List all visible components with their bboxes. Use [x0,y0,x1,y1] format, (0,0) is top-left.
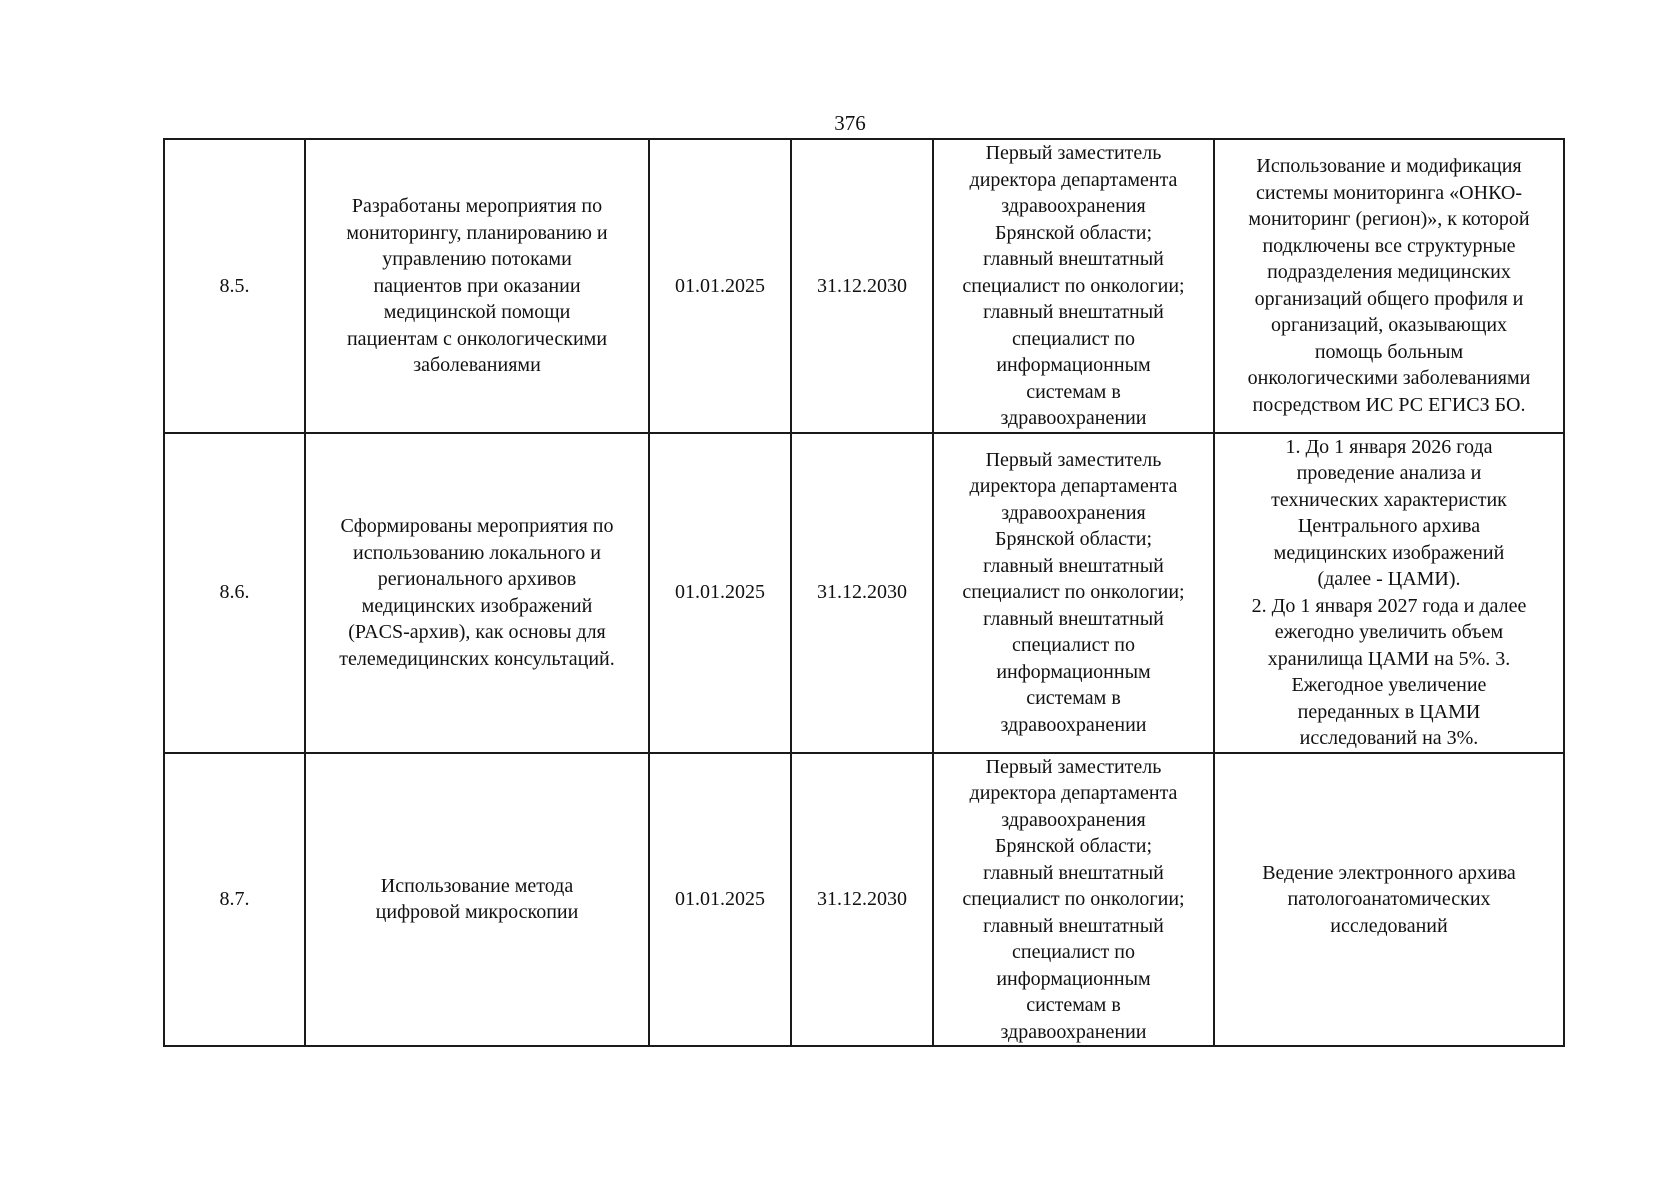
page-number: 376 [834,111,866,135]
row-number-cell: 8.7. [164,753,305,1047]
start-date-cell: 01.01.2025 [649,753,791,1047]
responsible-cell: Первый заместитель директора департамента здравоохранения Брянской области; главный внештатный специалист по онкологии; главный внештатный специалист по информационным системам в здравоохранении [933,139,1214,433]
event-cell: Сформированы мероприятия по использованию локального и регионального архивов медицинских изображений (PACS-архив), как основы для телемедицинских консультаций. [305,433,649,753]
end-date-cell: 31.12.2030 [791,753,933,1047]
end-date-cell: 31.12.2030 [791,139,933,433]
responsible-cell: Первый заместитель директора департамента здравоохранения Брянской области; главный внештатный специалист по онкологии; главный внештатный специалист по информационным системам в здравоохранении [933,433,1214,753]
result-cell: Использование и модификация системы мониторинга «ОНКО- мониторинг (регион)», к которой подключены все структурные подразделения медицинских организаций общего профиля и организаций, оказывающих помощь больным онкологическими заболеваниями посредством ИС РС ЕГИСЗ БО. [1214,139,1564,433]
start-date-cell: 01.01.2025 [649,433,791,753]
end-date-cell: 31.12.2030 [791,433,933,753]
table-row [164,139,1564,433]
row-number-cell: 8.5. [164,139,305,433]
table-row [164,433,1564,753]
row-number-cell: 8.6. [164,433,305,753]
event-cell: Разработаны мероприятия по мониторингу, планированию и управлению потоками пациентов при оказании медицинской помощи пациентам с онкологическими заболеваниями [305,139,649,433]
event-cell: Использование метода цифровой микроскопии [305,753,649,1047]
start-date-cell: 01.01.2025 [649,139,791,433]
result-cell: Ведение электронного архива патологоанатомических исследований [1214,753,1564,1047]
responsible-cell: Первый заместитель директора департамента здравоохранения Брянской области; главный внештатный специалист по онкологии; главный внештатный специалист по информационным системам в здравоохранении [933,753,1214,1047]
table-row [164,753,1564,1047]
measures-table [163,138,1565,1047]
result-cell: 1. До 1 января 2026 года проведение анализа и технических характеристик Центрального архива медицинских изображений (далее - ЦАМИ). 2. До 1 января 2027 года и далее ежегодно увеличить объем хранилища ЦАМИ на 5%. 3. Ежегодное увеличение переданных в ЦАМИ исследований на 3%. [1214,433,1564,753]
